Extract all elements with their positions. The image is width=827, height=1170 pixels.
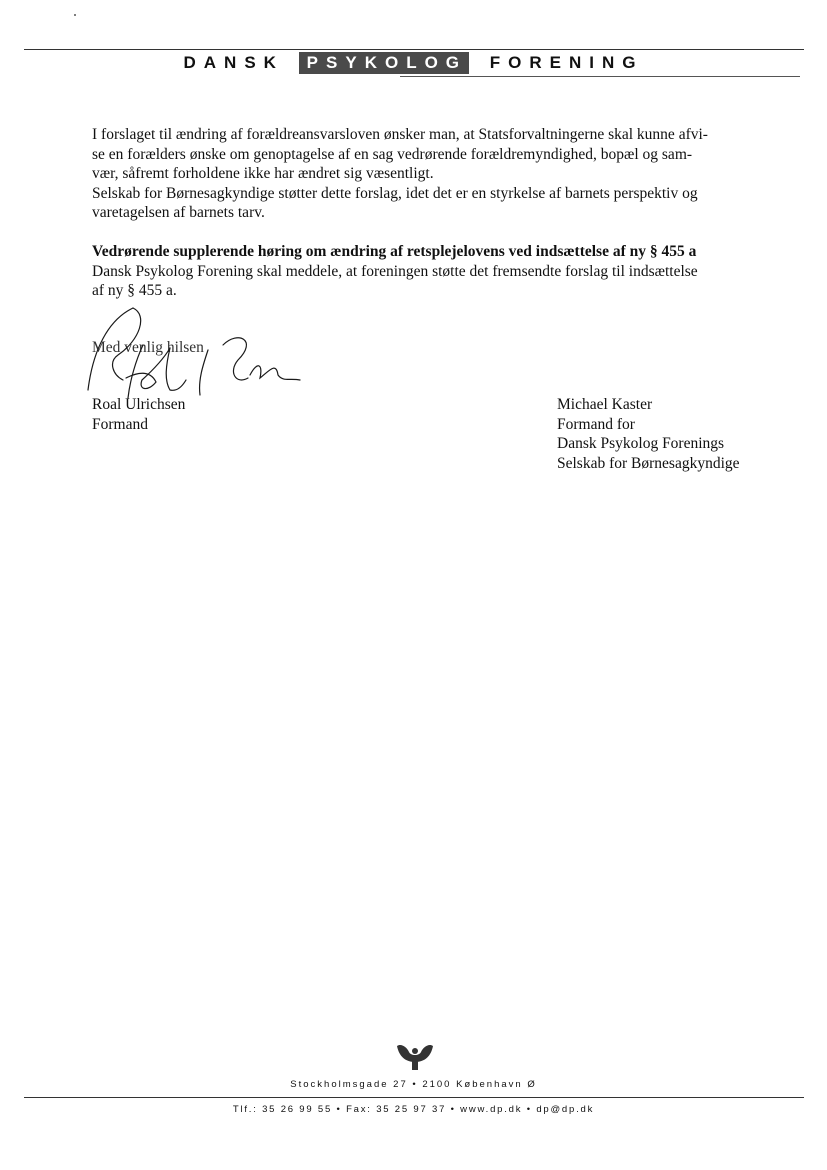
letterhead-underline (400, 76, 800, 77)
signatory-title: Dansk Psykolog Forenings (557, 435, 725, 452)
handwritten-signature (78, 300, 308, 410)
body-line: se en forælders ønske om genoptagelse af en sag vedrørende forældremyndighed, bopæl og sam- (92, 145, 693, 163)
letter-body (92, 125, 772, 301)
letterhead (0, 52, 827, 74)
signatory-name: Roal Ulrichsen (92, 396, 186, 413)
top-rule (24, 49, 804, 50)
body-line: varetagelsen af barnets tarv. (92, 204, 265, 221)
section-heading: Vedrørende supplerende høring om ændring af retsplejelovens ved indsættelse af ny § 455 a (92, 243, 697, 260)
body-line: af ny § 455 a. (92, 282, 177, 299)
signatory-title: Formand for (557, 415, 635, 433)
letterhead-word-psykolog: PSYKOLOG (299, 52, 469, 74)
signatory-name: Michael Kaster (557, 396, 653, 413)
letterhead-word-dansk: DANSK (183, 53, 284, 72)
body-line: Dansk Psykolog Forening skal meddele, at foreningen støtte det fremsendte forslag til indsættelse (92, 262, 698, 280)
signatory-title: Formand (92, 415, 148, 433)
footer-contact: Tlf.: 35 26 99 55 • Fax: 35 25 97 37 • www.dp.dk • dp@dp.dk (232, 1104, 595, 1115)
body-line: Selskab for Børnesagkyndige støtter dette forslag, idet det er en styrkelse af barnets perspektiv og (92, 184, 698, 202)
letterhead-word-forening: FORENING (489, 53, 644, 72)
dp-logo-icon (395, 1042, 435, 1072)
closing-greeting: Med venlig hilsen (92, 339, 204, 356)
body-line: I forslaget til ændring af forældreansvarsloven ønsker man, at Statsforvaltningerne skal kunne afvi- (92, 126, 708, 143)
footer-address: Stockholmsgade 27 • 2100 København Ø (290, 1079, 537, 1090)
signatory-left (92, 395, 185, 434)
signatory-right (557, 395, 740, 473)
scan-speck (74, 14, 76, 16)
body-line: vær, såfremt forholdene ikke har ændret sig væsentligt. (92, 165, 434, 182)
signatory-title: Selskab for Børnesagkyndige (557, 454, 740, 472)
footer-rule (24, 1097, 804, 1098)
